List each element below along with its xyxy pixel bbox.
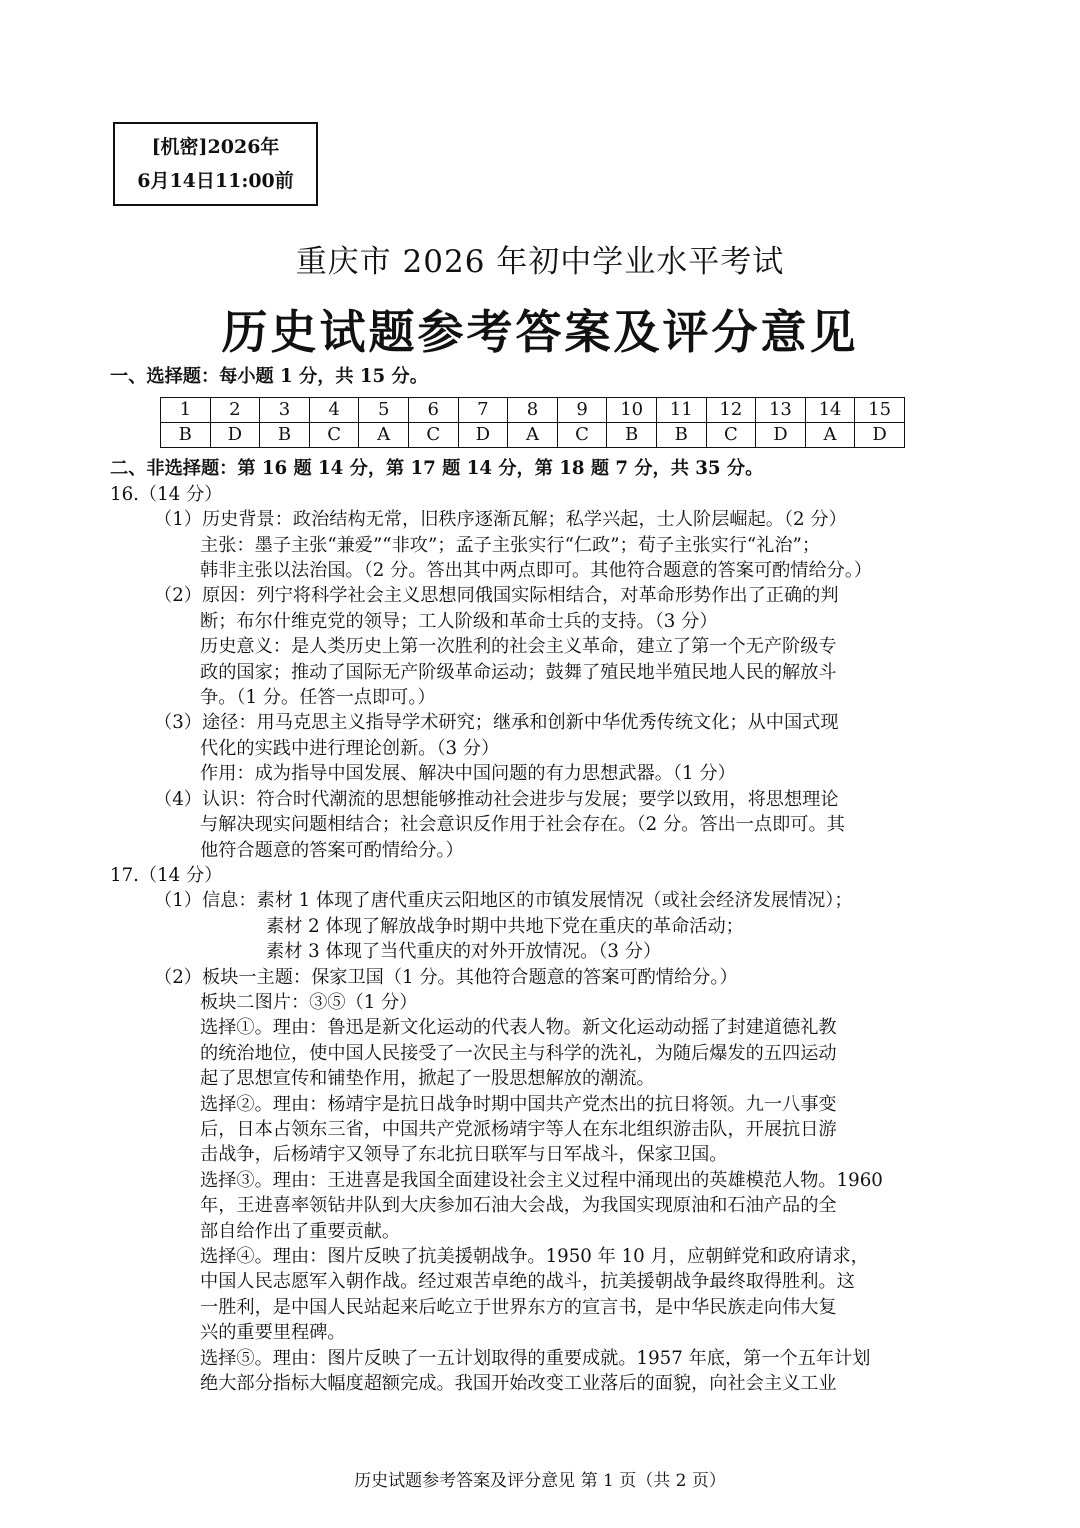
question-number: 1 <box>161 398 211 423</box>
question-number: 9 <box>557 398 607 423</box>
question-number: 12 <box>706 398 756 423</box>
answer-content <box>110 364 980 1396</box>
answer-line: 板块二图片：③⑤（1 分） <box>200 991 418 1013</box>
answer-letter: B <box>161 423 211 448</box>
answer-letter: C <box>408 423 458 448</box>
question-number: 5 <box>359 398 409 423</box>
answer-line: 代化的实践中进行理论创新。（3 分） <box>200 737 500 759</box>
answer-line: 击战争，后杨靖宇又领导了东北抗日联军与日军战斗，保家卫国。 <box>200 1144 728 1166</box>
answer-letter: B <box>656 423 706 448</box>
answer-letter: C <box>706 423 756 448</box>
question-number: 15 <box>855 398 905 423</box>
confidential-stamp <box>113 122 318 206</box>
answer-letter: A <box>805 423 855 448</box>
answer-line: （1）历史背景：政治结构无常，旧秩序逐渐瓦解；私学兴起，士人阶层崛起。（2 分） <box>154 509 847 531</box>
question-number: 13 <box>756 398 806 423</box>
choice-answer-table <box>160 397 905 448</box>
answer-line: （1）信息：素材 1 体现了唐代重庆云阳地区的市镇发展情况（或社会经济发展情况）； <box>154 890 853 912</box>
answer-letter: B <box>260 423 310 448</box>
question-number: 10 <box>607 398 657 423</box>
answer-line: 后，日本占领东三省，中国共产党派杨靖宇等人在东北组织游击队，开展抗日游 <box>200 1118 837 1140</box>
question-number: 6 <box>408 398 458 423</box>
answer-line: 绝大部分指标大幅度超额完成。我国开始改变工业落后的面貌，向社会主义工业 <box>200 1373 837 1395</box>
answer-letter: A <box>359 423 409 448</box>
exam-subtitle: 重庆市 2026 年初中学业水平考试 <box>295 244 785 280</box>
answer-line: 的统治地位，使中国人民接受了一次民主与科学的洗礼，为随后爆发的五四运动 <box>200 1042 837 1064</box>
answer-line: 与解决现实问题相结合；社会意识反作用于社会存在。（2 分。答出一点即可。其 <box>200 814 845 836</box>
answer-line: 主张：墨子主张“兼爱”“非攻”；孟子主张实行“仁政”；荀子主张实行“礼治”； <box>200 534 821 556</box>
answer-letter: D <box>756 423 806 448</box>
answer-line: （2）板块一主题：保家卫国（1 分。其他符合题意的答案可酌情给分。） <box>154 966 738 988</box>
answer-line: 政的国家；推动了国际无产阶级革命运动；鼓舞了殖民地半殖民地人民的解放斗 <box>200 661 837 683</box>
answer-line: 他符合题意的答案可酌情给分。） <box>200 839 464 861</box>
answer-line: 中国人民志愿军入朝作战。经过艰苦卓绝的战斗，抗美援朝战争最终取得胜利。这 <box>200 1271 855 1293</box>
answer-line: 素材 3 体现了当代重庆的对外开放情况。（3 分） <box>266 941 662 963</box>
answer-line: （4）认识：符合时代潮流的思想能够推动社会进步与发展；要学以致用，将思想理论 <box>154 788 839 810</box>
answer-letter: C <box>309 423 359 448</box>
answer-line: 断；布尔什维克党的领导；工人阶级和革命士兵的支持。（3 分） <box>200 610 718 632</box>
answer-line: （3）途径：用马克思主义指导学术研究；继承和创新中华优秀传统文化；从中国式现 <box>154 712 839 734</box>
question-number: 7 <box>458 398 508 423</box>
answer-line: （2）原因：列宁将科学社会主义思想同俄国实际相结合，对革命形势作出了正确的判 <box>154 585 839 607</box>
answer-line: 作用：成为指导中国发展、解决中国问题的有力思想武器。（1 分） <box>200 763 736 785</box>
question-number: 14 <box>805 398 855 423</box>
stamp-line-1: [机密]2026年 <box>151 136 280 158</box>
question-number: 2 <box>210 398 260 423</box>
stamp-line-2: 6月14日11:00前 <box>137 170 294 192</box>
question-16-heading: 16.（14 分） <box>110 483 223 505</box>
answer-line: 历史意义：是人类历史上第一次胜利的社会主义革命，建立了第一个无产阶级专 <box>200 636 837 658</box>
page-footer: 历史试题参考答案及评分意见 第 1 页（共 2 页） <box>354 1471 726 1491</box>
answer-line: 部自给作出了重要贡献。 <box>200 1220 401 1242</box>
question-number-row <box>161 398 905 423</box>
answer-line: 选择③。理由：王进喜是我国全面建设社会主义过程中涌现出的英雄模范人物。1960 <box>200 1169 883 1191</box>
answer-line: 年，王进喜率领钻井队到大庆参加石油大会战，为我国实现原油和石油产品的全 <box>200 1195 837 1217</box>
answer-line: 争。（1 分。任答一点即可。） <box>200 687 436 709</box>
answer-line: 选择⑤。理由：图片反映了一五计划取得的重要成就。1957 年底，第一个五年计划 <box>200 1347 871 1369</box>
answer-line: 兴的重要里程碑。 <box>200 1322 346 1344</box>
answer-line: 素材 2 体现了解放战争时期中共地下党在重庆的革命活动； <box>266 915 744 937</box>
answer-line: 选择①。理由：鲁迅是新文化运动的代表人物。新文化运动动摇了封建道德礼教 <box>200 1017 837 1039</box>
answer-line: 选择②。理由：杨靖宇是抗日战争时期中国共产党杰出的抗日将领。九一八事变 <box>200 1093 837 1115</box>
answer-letter: D <box>210 423 260 448</box>
answer-letter: D <box>855 423 905 448</box>
question-17-heading: 17.（14 分） <box>110 864 223 886</box>
answer-letter: C <box>557 423 607 448</box>
question-number: 11 <box>656 398 706 423</box>
answer-line: 选择④。理由：图片反映了抗美援朝战争。1950 年 10 月，应朝鲜党和政府请求， <box>200 1246 869 1267</box>
answer-letter: B <box>607 423 657 448</box>
section-1-heading: 一、选择题：每小题 1 分，共 15 分。 <box>110 366 428 387</box>
page-title: 历史试题参考答案及评分意见 <box>221 305 859 359</box>
answer-line: 一胜利，是中国人民站起来后屹立于世界东方的宣言书，是中华民族走向伟大复 <box>200 1296 837 1318</box>
section-2-heading: 二、非选择题：第 16 题 14 分，第 17 题 14 分，第 18 题 7 分，共 35 分。 <box>110 458 764 480</box>
answer-line: 韩非主张以法治国。（2 分。答出其中两点即可。其他符合题意的答案可酌情给分。） <box>200 560 873 582</box>
question-number: 3 <box>260 398 310 423</box>
question-number: 8 <box>508 398 558 423</box>
question-number: 4 <box>309 398 359 423</box>
answer-letter: A <box>508 423 558 448</box>
answer-letter: D <box>458 423 508 448</box>
answer-line: 起了思想宣传和铺垫作用，掀起了一股思想解放的潮流。 <box>200 1068 655 1090</box>
answer-row <box>161 423 905 448</box>
